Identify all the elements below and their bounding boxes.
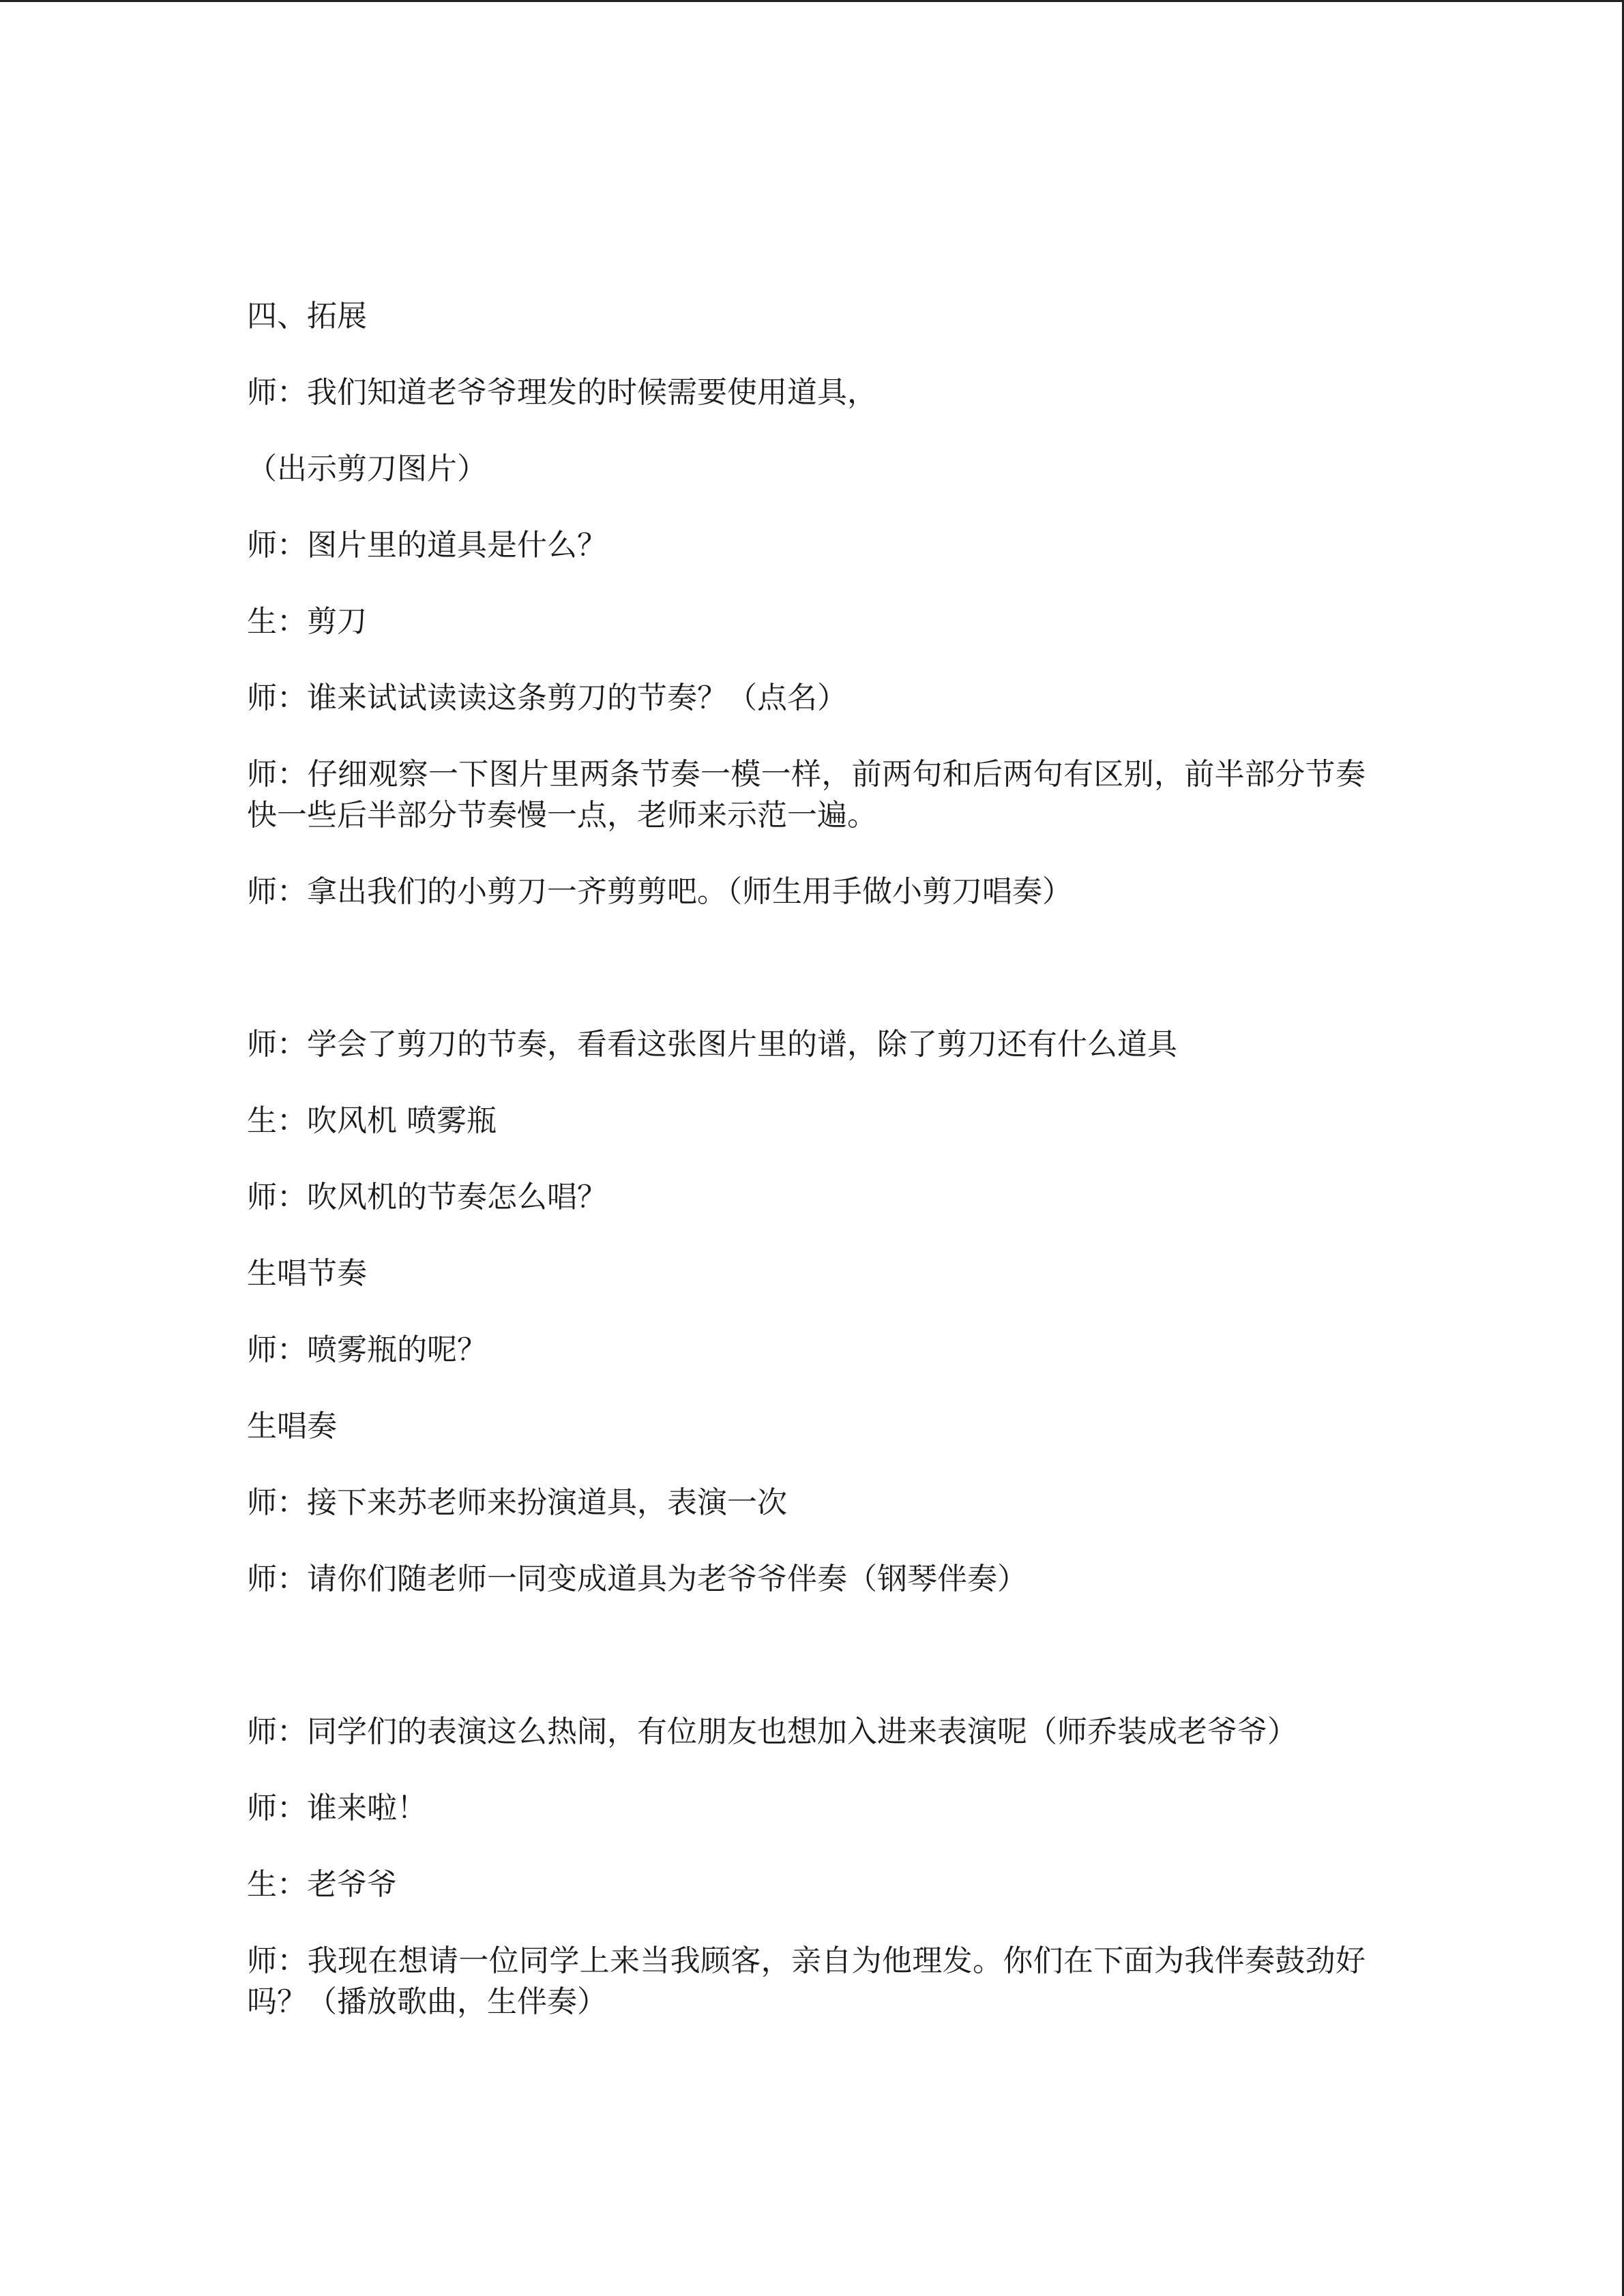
dialogue-line: 师：我现在想请一位同学上来当我顾客，亲自为他理发。你们在下面为我伴奏鼓劲好吗？（播放歌曲，生伴奏） bbox=[247, 1943, 1365, 2019]
dialogue-line: 师：同学们的表演这么热闹，有位朋友也想加入进来表演呢（师乔装成老爷爷） bbox=[247, 1714, 1297, 1749]
paragraph-list bbox=[247, 372, 1365, 2023]
dialogue-line: 师：学会了剪刀的节奏，看看这张图片里的谱，除了剪刀还有什么道具 bbox=[247, 1027, 1177, 1062]
dialogue-line: 生：老爷爷 bbox=[247, 1867, 397, 1902]
dialogue-line: 师：喷雾瓶的呢？ bbox=[247, 1332, 487, 1367]
dialogue-line: 师：拿出我们的小剪刀一齐剪剪吧。（师生用手做小剪刀唱奏） bbox=[247, 874, 1072, 909]
dialogue-line: 生唱奏 bbox=[247, 1409, 337, 1444]
dialogue-line: 师：仔细观察一下图片里两条节奏一模一样，前两句和后两句有区别，前半部分节奏快一些后半部分节奏慢一点，老师来示范一遍。 bbox=[247, 757, 1365, 833]
dialogue-line: （出示剪刀图片） bbox=[247, 451, 487, 486]
page-top-border bbox=[0, 0, 1624, 2]
dialogue-line: 师：我们知道老爷爷理发的时候需要使用道具， bbox=[247, 375, 877, 410]
document-body bbox=[247, 296, 1365, 2058]
dialogue-line: 师：请你们随老师一同变成道具为老爷爷伴奏（钢琴伴奏） bbox=[247, 1562, 1027, 1596]
dialogue-line: 师：图片里的道具是什么？ bbox=[247, 528, 607, 563]
dialogue-line: 师：接下来苏老师来扮演道具，表演一次 bbox=[247, 1485, 787, 1520]
dialogue-line: 生唱节奏 bbox=[247, 1256, 367, 1291]
dialogue-line: 师：谁来试试读读这条剪刀的节奏？（点名） bbox=[247, 681, 847, 715]
dialogue-line: 生：吹风机 喷雾瓶 bbox=[247, 1103, 497, 1138]
dialogue-line: 生：剪刀 bbox=[247, 604, 367, 639]
dialogue-line: 师：吹风机的节奏怎么唱？ bbox=[247, 1180, 607, 1214]
section-heading: 四、拓展 bbox=[247, 299, 367, 333]
dialogue-line: 师：谁来啦！ bbox=[247, 1791, 427, 1825]
